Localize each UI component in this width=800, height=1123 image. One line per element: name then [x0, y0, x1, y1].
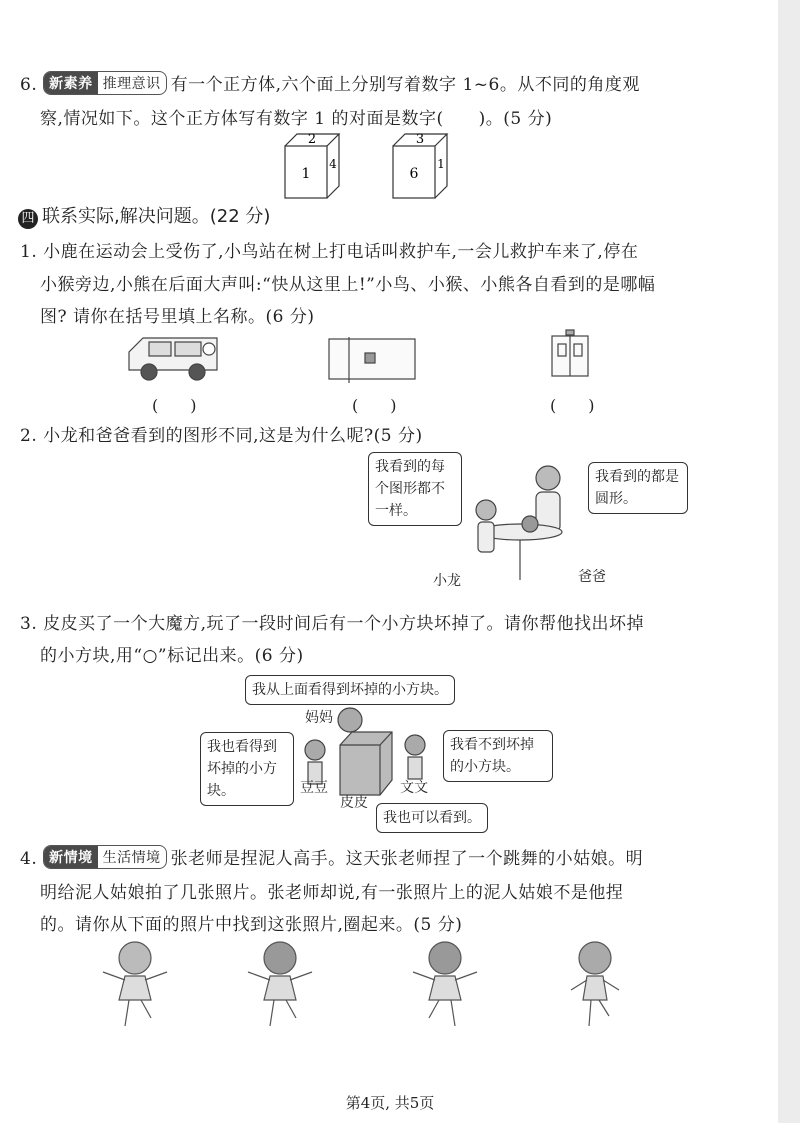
svg-text:1: 1	[301, 166, 311, 182]
xiaolong-baba-illustration	[460, 460, 590, 590]
speech-bubble-xiaolong: 我看到的每个图形都不一样。	[368, 452, 462, 526]
answer-blank-1[interactable]: ( )	[152, 396, 197, 415]
section-4-heading: 四 联系实际,解决问题。(22 分)	[18, 202, 270, 229]
q3-line2: 的小方块,用“○”标记出来。(6 分)	[40, 646, 304, 666]
q4-tag: 新情境 生活情境	[43, 845, 167, 869]
svg-text:6: 6	[409, 166, 419, 182]
q1-line1: 1. 小鹿在运动会上受伤了,小鸟站在树上打电话叫救护车,一会儿救护车来了,停在	[20, 242, 639, 262]
photo-1	[103, 942, 167, 1026]
ambulance-top-view	[325, 335, 420, 385]
clay-girl-photos[interactable]	[95, 938, 655, 1033]
label-mom: 妈妈	[305, 710, 333, 726]
q1-line2: 小猴旁边,小熊在后面大声叫:“快从这里上!”小鸟、小猴、小熊各自看到的是哪幅	[40, 275, 656, 295]
speech-bubble-baba: 我看到的都是圆形。	[588, 462, 688, 514]
label-wenwen: 文文	[400, 780, 428, 796]
q4-line2: 明给泥人姑娘拍了几张照片。张老师却说,有一张照片上的泥人姑娘不是他捏	[40, 883, 624, 903]
svg-text:4: 4	[329, 157, 337, 171]
page-footer: 第4页, 共5页	[345, 1094, 435, 1112]
q2-line1: 2. 小龙和爸爸看到的图形不同,这是为什么呢?(5 分)	[20, 426, 423, 446]
photo-3	[413, 942, 477, 1026]
photo-4	[571, 942, 619, 1026]
answer-blank-2[interactable]: ( )	[352, 396, 397, 415]
speech-bubble-pipi: 我也可以看到。	[376, 803, 488, 833]
speech-bubble-wenwen: 我看不到坏掉的小方块。	[443, 730, 553, 782]
svg-text:1: 1	[437, 157, 445, 171]
label-xiaolong: 小龙	[433, 573, 461, 589]
q3-line1: 3. 皮皮买了一个大魔方,玩了一段时间后有一个小方块坏掉了。请你帮他找出坏掉	[20, 614, 645, 634]
q6-tag: 新素养 推理意识	[43, 71, 167, 95]
q4-line1: 4. 新情境 生活情境 张老师是捏泥人高手。这天张老师捏了一个跳舞的小姑娘。明	[20, 844, 643, 869]
ambulance-side-view	[125, 330, 225, 385]
svg-text:3: 3	[415, 132, 425, 147]
label-baba: 爸爸	[578, 569, 606, 585]
photo-2	[248, 942, 312, 1026]
q1-line3: 图? 请你在括号里填上名称。(6 分)	[40, 307, 315, 327]
cubes-figure	[275, 130, 455, 202]
label-pipi: 皮皮	[340, 795, 368, 811]
q6-line1: 6. 新素养 推理意识 有一个正方体,六个面上分别写着数字 1~6。从不同的角度观	[20, 70, 640, 95]
svg-text:2: 2	[307, 132, 317, 147]
answer-blank-3[interactable]: ( )	[550, 396, 595, 415]
q4-line3: 的。请你从下面的照片中找到这张照片,圈起来。(5 分)	[40, 915, 463, 935]
label-doudou: 豆豆	[300, 780, 328, 796]
ambulance-back-view	[548, 328, 593, 383]
speech-bubble-mom: 我从上面看得到坏掉的小方块。	[245, 675, 455, 705]
scan-edge	[778, 0, 800, 1123]
speech-bubble-doudou: 我也看得到坏掉的小方块。	[200, 732, 294, 806]
q6-line2: 察,情况如下。这个正方体写有数字 1 的对面是数字( )。(5 分)	[40, 109, 553, 129]
